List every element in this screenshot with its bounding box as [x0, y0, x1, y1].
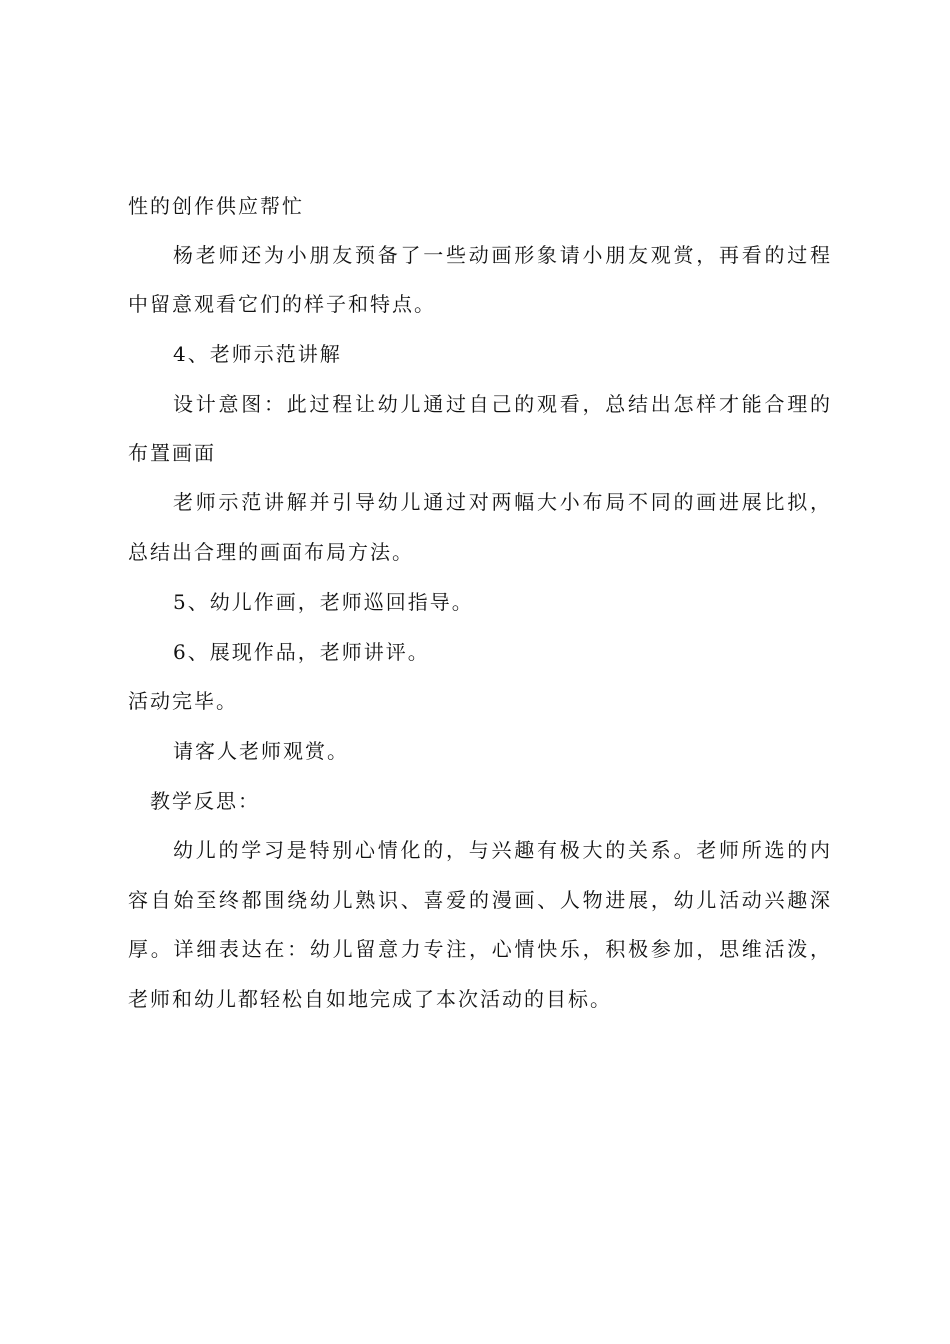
paragraph-line: 中留意观看它们的样子和特点。 [128, 292, 436, 316]
section-heading: 教学反思： [150, 789, 260, 813]
paragraph-line: 5、幼儿作画，老师巡回指导。 [173, 590, 474, 614]
paragraph-line: 容自始至终都围绕幼儿熟识、喜爱的漫画、人物进展，幼儿活动兴趣深 [128, 888, 830, 912]
paragraph-line: 老师和幼儿都轻松自如地完成了本次活动的目标。 [128, 987, 612, 1011]
paragraph-line: 性的创作供应帮忙 [128, 194, 304, 218]
paragraph-line: 杨老师还为小朋友预备了一些动画形象请小朋友观赏，再看的过程 [173, 243, 830, 267]
paragraph-line: 总结出合理的画面布局方法。 [128, 540, 414, 564]
paragraph-line: 6、展现作品，老师讲评。 [173, 640, 430, 664]
paragraph-line: 幼儿的学习是特别心情化的，与兴趣有极大的关系。老师所选的内 [173, 838, 830, 862]
paragraph-line: 请客人老师观赏。 [173, 739, 349, 763]
paragraph-line: 活动完毕。 [128, 689, 238, 713]
paragraph-line: 4、老师示范讲解 [173, 342, 342, 366]
paragraph-line: 布置画面 [128, 441, 216, 465]
paragraph-line: 设计意图：此过程让幼儿通过自己的观看，总结出怎样才能合理的 [173, 392, 830, 416]
paragraph-line: 厚。详细表达在：幼儿留意力专注，心情快乐，积极参加，思维活泼， [128, 937, 830, 961]
paragraph-line: 老师示范讲解并引导幼儿通过对两幅大小布局不同的画进展比拟， [173, 490, 830, 514]
